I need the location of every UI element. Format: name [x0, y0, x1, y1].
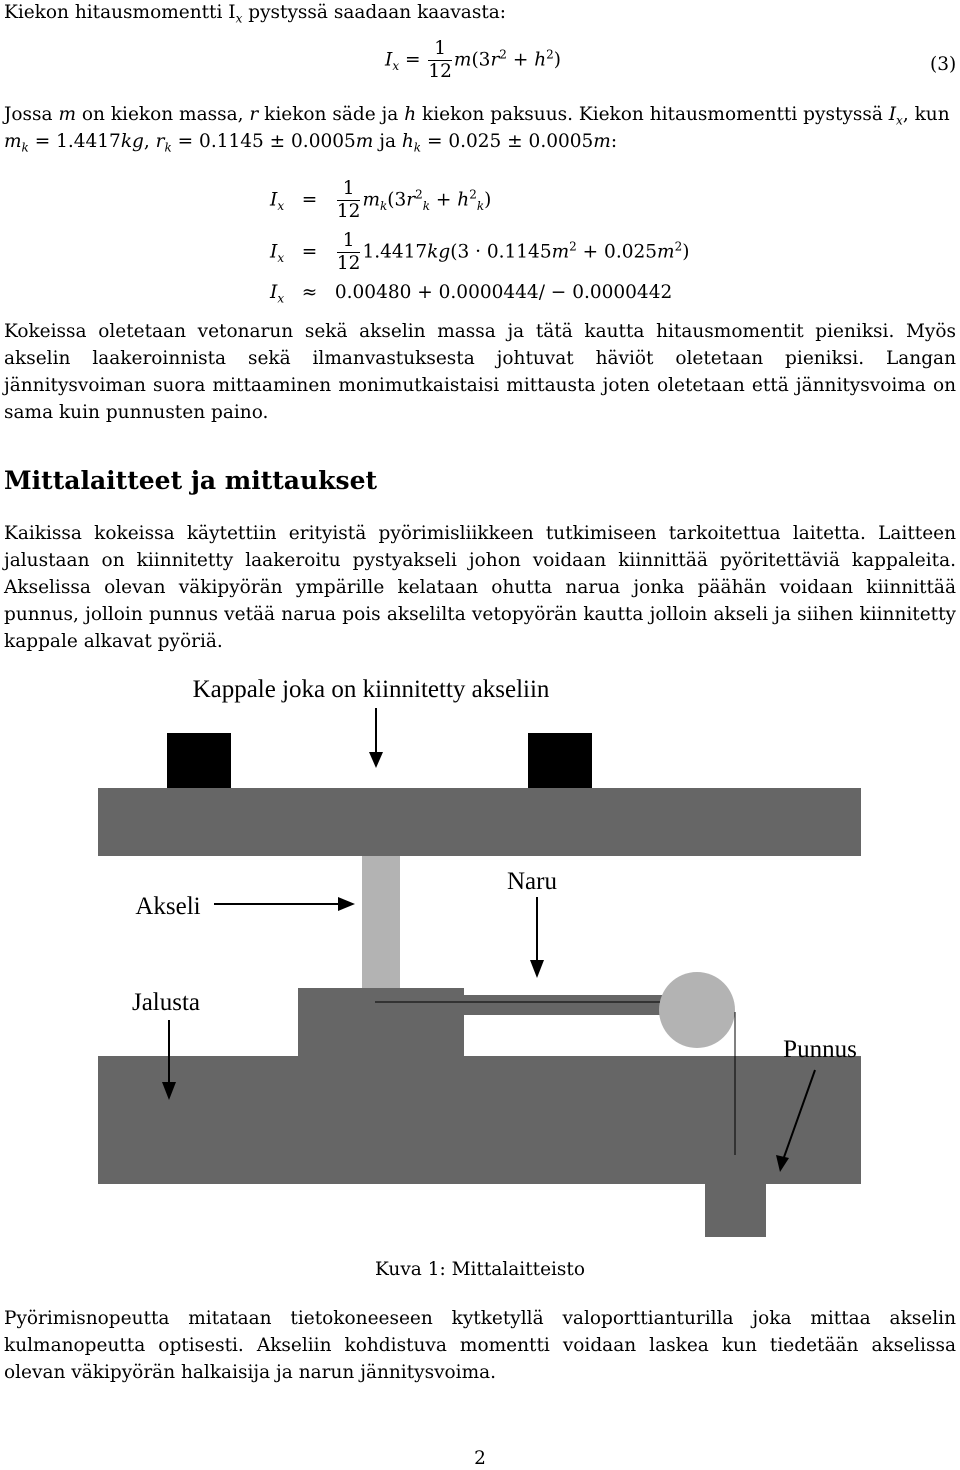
equation-3: $I_x$ = $\frac{1}{12}$ $m(3r^2 + h^2)$: [385, 38, 561, 82]
label-punnus: Punnus: [783, 1036, 857, 1063]
label-jalusta: Jalusta: [131, 989, 201, 1016]
label-kappale: Kappale joka on kiinnitetty akseliin: [192, 676, 550, 703]
intro-text: Kiekon hitausmomentti I: [4, 2, 236, 23]
arrow-kappale-head: [369, 752, 383, 768]
base-upper: [298, 988, 464, 1056]
derivation-row-1: $I_x$ = $\frac{1}{12}$ $m_k(3r^2_k + h^2_k)$: [270, 178, 492, 222]
weight: [705, 1155, 766, 1237]
intro-subscript: x: [235, 11, 243, 26]
page-number: 2: [474, 1448, 486, 1469]
apparatus-figure: [0, 660, 960, 1250]
intro-line: [4, 2, 507, 26]
equation-number: (3): [930, 54, 957, 75]
assumptions-paragraph: Kokeissa oletetaan vetonarun sekä akselin massa ja tätä kautta hitausmomentit pieniksi. Myös akselin laakeroinnista sekä ilmanvastuksesta johtuvat häviöt oletetaan pieniksi. Langan jännitysvoiman suora mittaaminen monimutkaistaisi mittausta joten oletetaan että jännitysvoima on sama kuin punnusten paino.: [4, 321, 956, 423]
arrow-naru-head: [530, 960, 544, 978]
derivation-row-3: $I_x \approx 0.00480 + 0.0000444/ - 0.0000442$: [270, 282, 673, 306]
fraction: $\frac{1}{12}$: [428, 38, 452, 82]
symbols-paragraph-line1: Jossa m on kiekon massa, r kiekon säde ja h kiekon paksuus. Kiekon hitausmomentti pystyssä $I_x$, kun: [4, 104, 950, 128]
symbols-paragraph-line2: $m_k = 1.4417kg$, $r_k = 0.1145 \pm 0.0005m$ ja $h_k = 0.025 \pm 0.0005m$:: [4, 131, 618, 155]
equipment-paragraph: Kaikissa kokeissa käytettiin erityistä pyörimisliikkeen tutkimiseen tarkoitettua laitetta. Laitteen jalustaan on kiinnitetty laakeroitu pystyakseli johon voidaan kiinnittää pyöritettäviä kappaleita. Akselissa olevan väkipyörän ympärille kelataan ohutta narua jonka päähän voidaan kiinnittää punnus, jolloin punnus vetää narua pois akselilta vetopyörän kautta jolloin akseli ja siihen kiinnitetty kappale alkavat pyöriä.: [4, 523, 956, 652]
shaft: [362, 856, 400, 988]
arrow-akseli-head: [338, 897, 355, 911]
pulley: [659, 972, 735, 1048]
label-akseli: Akseli: [135, 893, 201, 920]
measurement-paragraph: Pyörimisnopeutta mitataan tietokoneeseen kytketyllä valoporttianturilla joka mittaa akselin kulmanopeutta optisesti. Akseliin kohdistuva momentti voidaan laskea kun tiedetään akselissa olevan väkipyörän halkaisija ja narun jännitysvoima.: [4, 1308, 956, 1383]
intro-rest: pystyssä saadaan kaavasta:: [242, 2, 507, 23]
derivation-row-2: $I_x$ = $\frac{1}{12}$ $1.4417kg(3 \cdot 0.1145m^2 + 0.025m^2)$: [270, 230, 690, 274]
rotating-plate: [98, 788, 861, 856]
section-heading: Mittalaitteet ja mittaukset: [4, 466, 378, 495]
black-block-left: [167, 733, 231, 788]
black-block-right: [528, 733, 592, 788]
label-naru: Naru: [507, 868, 557, 895]
figure-caption: Kuva 1: Mittalaitteisto: [375, 1259, 585, 1280]
